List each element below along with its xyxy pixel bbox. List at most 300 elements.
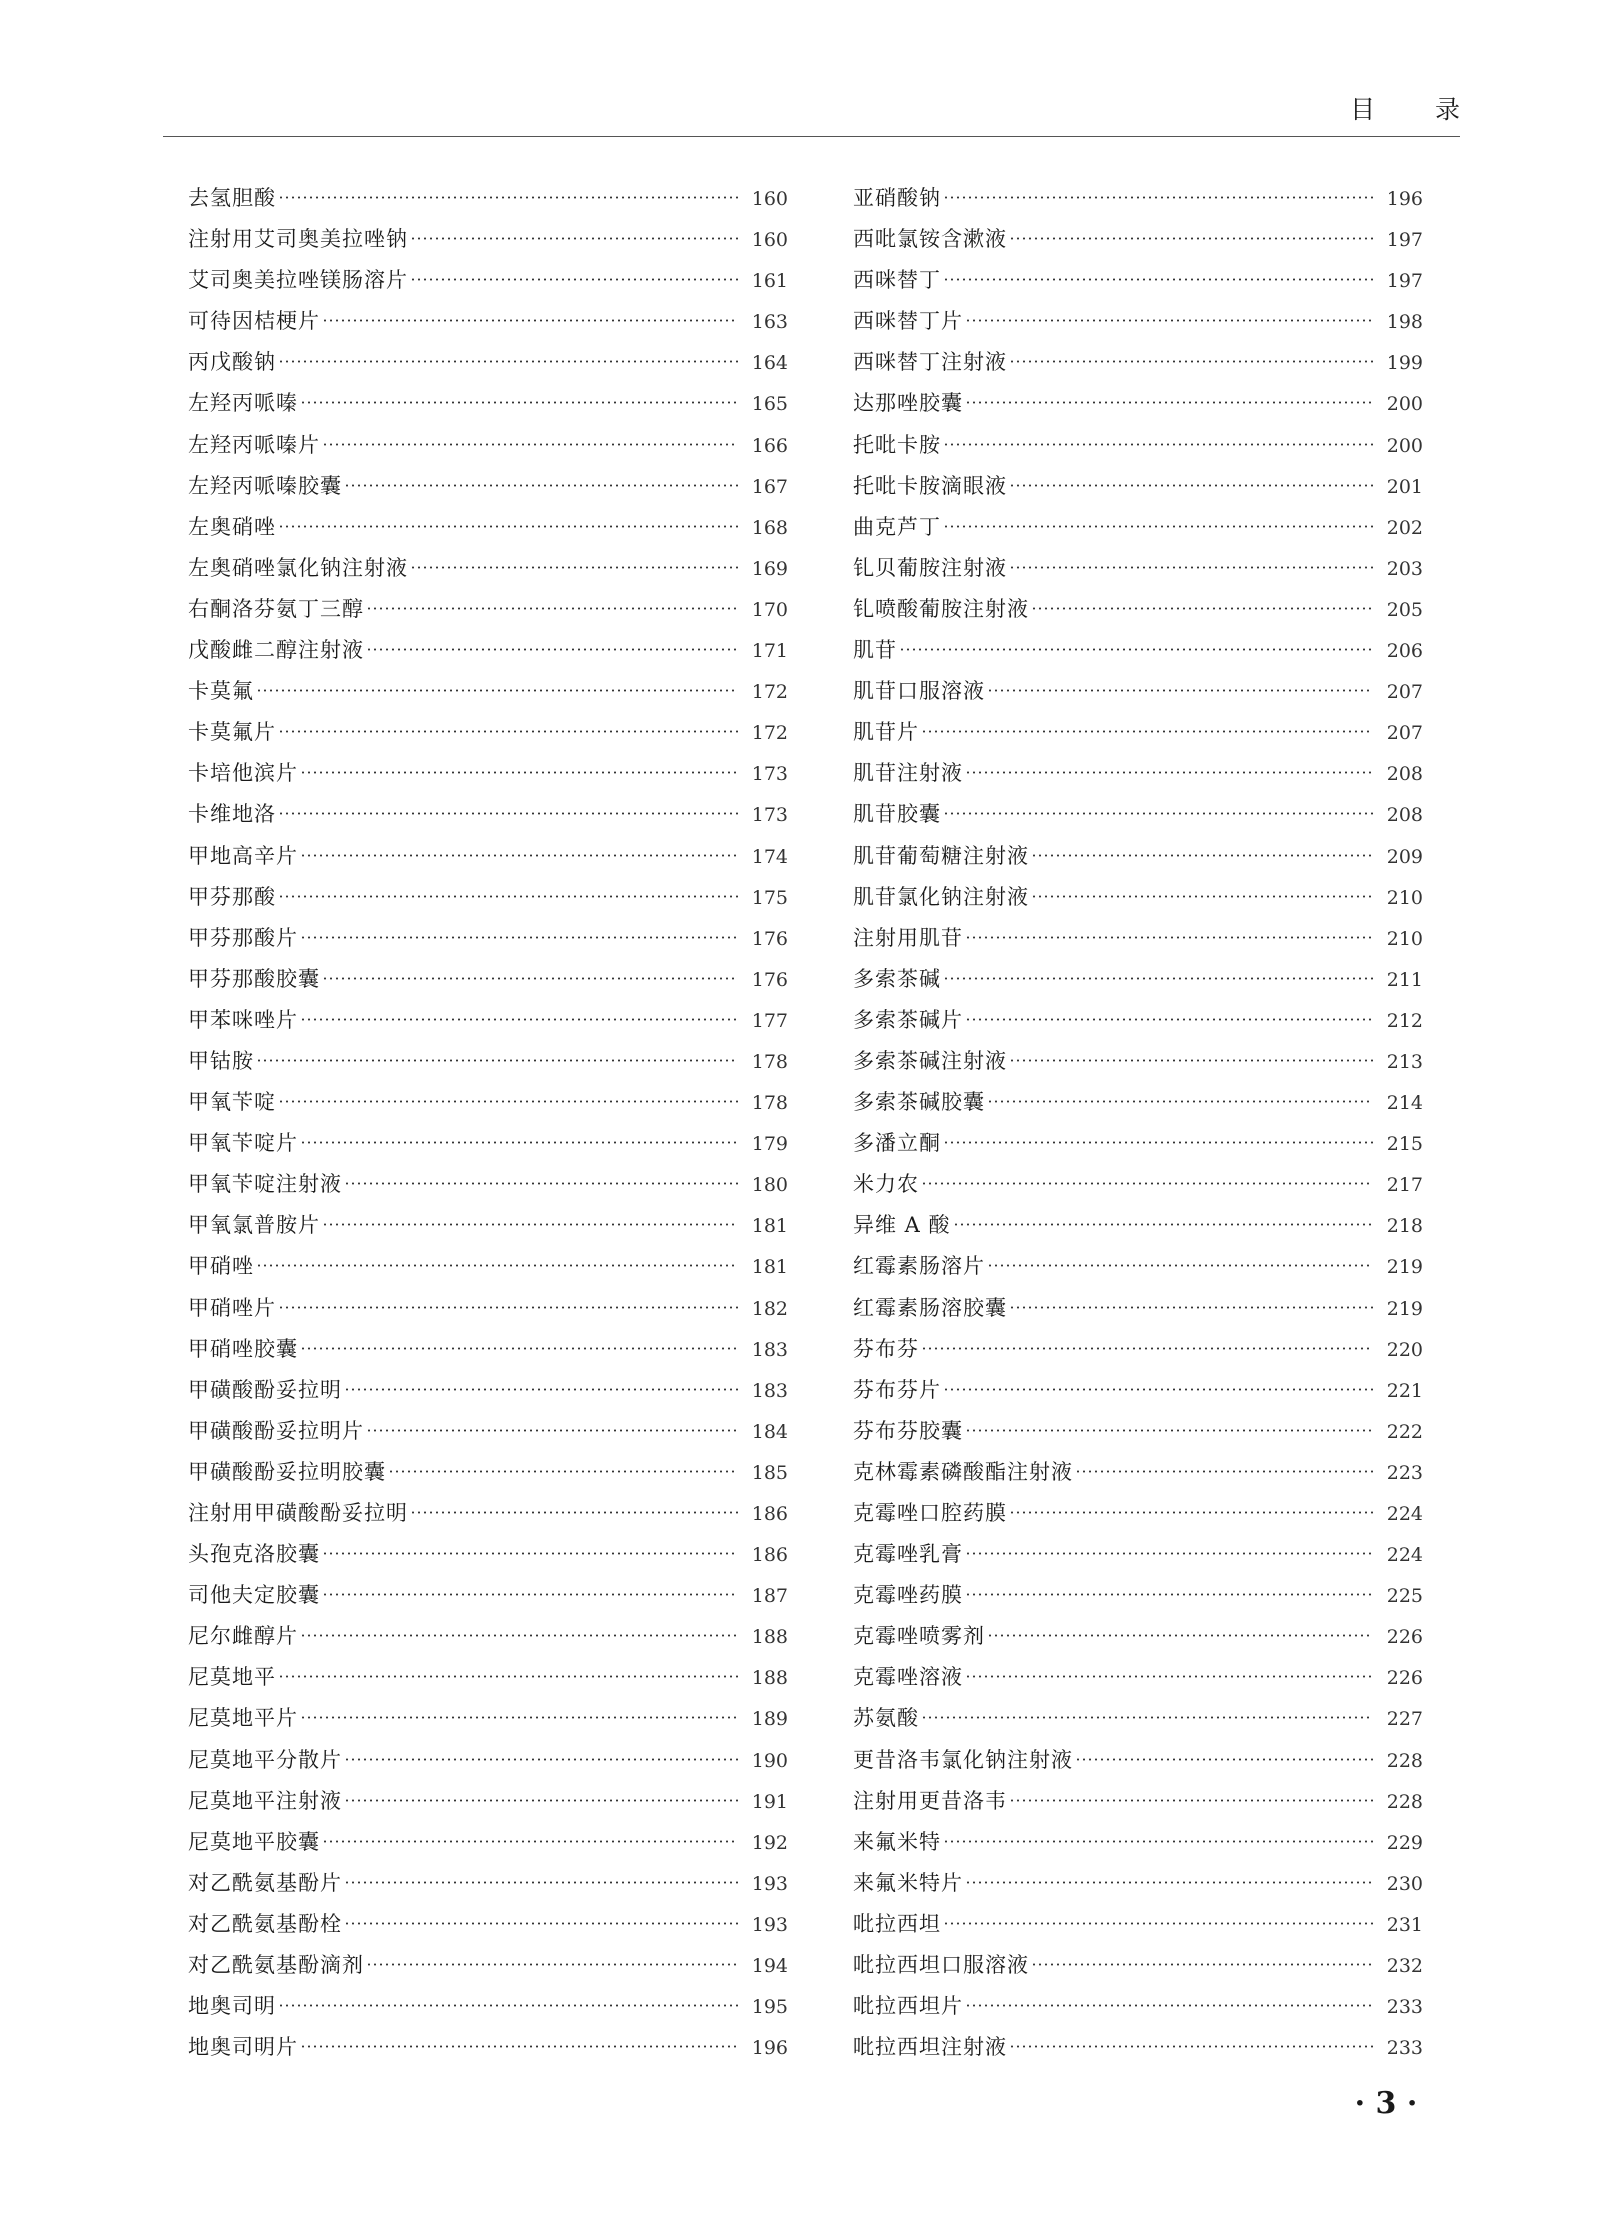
- dot-leader: [1009, 237, 1373, 240]
- toc-entry-title: 肌苷注射液: [853, 761, 963, 786]
- toc-entry-page: 172: [751, 681, 788, 704]
- toc-entry-page: 188: [751, 1626, 788, 1649]
- toc-entry[interactable]: [188, 1986, 788, 2027]
- toc-entry[interactable]: [188, 1082, 788, 1123]
- toc-entry-title: 肌苷葡萄糖注射液: [853, 843, 1029, 868]
- toc-entry[interactable]: [853, 1205, 1423, 1246]
- dot-leader: [1031, 607, 1373, 610]
- toc-entry-page: 163: [751, 311, 788, 334]
- toc-entry[interactable]: [188, 959, 788, 1000]
- dot-leader: [278, 730, 738, 733]
- toc-entry-page: 192: [751, 1831, 788, 1854]
- toc-entry-title: 甲磺酸酚妥拉明: [188, 1377, 342, 1402]
- dot-leader: [1009, 1799, 1373, 1802]
- toc-entry-title: 芬布芬胶囊: [853, 1418, 963, 1443]
- header-title-char: 目: [1350, 95, 1376, 124]
- toc-entry-title: 甲芬那酸片: [188, 925, 298, 950]
- dot-leader: [943, 977, 1373, 980]
- dot-leader: [987, 689, 1373, 692]
- toc-entry[interactable]: [853, 1411, 1423, 1452]
- dot-leader: [943, 525, 1373, 528]
- dot-leader: [943, 812, 1373, 815]
- toc-entry-page: 233: [1386, 2037, 1423, 2060]
- toc-entry[interactable]: [853, 1452, 1423, 1493]
- toc-entry[interactable]: [188, 1904, 788, 1945]
- toc-entry-title: 司他夫定胶囊: [188, 1583, 320, 1608]
- toc-entry[interactable]: [188, 2027, 788, 2068]
- dot-leader: [300, 1347, 738, 1350]
- toc-entry-title: 地奥司明: [188, 1994, 276, 2019]
- toc-entry[interactable]: [853, 1575, 1423, 1616]
- toc-entry-page: 175: [751, 886, 788, 909]
- toc-entry[interactable]: [853, 877, 1423, 918]
- toc-entry-page: 229: [1386, 1831, 1423, 1854]
- toc-entry[interactable]: [853, 383, 1423, 424]
- toc-entry[interactable]: [853, 1534, 1423, 1575]
- toc-entry[interactable]: [188, 1205, 788, 1246]
- toc-entry[interactable]: [853, 794, 1423, 835]
- toc-entry-page: 224: [1386, 1503, 1423, 1525]
- toc-entry-title: 来氟米特: [853, 1829, 941, 1854]
- toc-entry-page: 228: [1386, 1749, 1423, 1772]
- toc-entry-title: 甲氧苄啶: [188, 1090, 276, 1115]
- toc-right-column: [853, 178, 1423, 2068]
- toc-entry[interactable]: [188, 260, 788, 301]
- dot-leader: [1031, 1963, 1373, 1966]
- toc-entry[interactable]: [853, 959, 1423, 1000]
- toc-entry[interactable]: [188, 548, 788, 589]
- dot-leader: [322, 1593, 738, 1596]
- toc-entry-page: 197: [1386, 270, 1423, 293]
- toc-entry-title: 肌苷氯化钠注射液: [853, 884, 1029, 909]
- toc-entry-page: 167: [751, 475, 788, 498]
- header-title-char: 录: [1434, 95, 1460, 124]
- toc-entry-title: 注射用艾司奥美拉唑钠: [188, 227, 408, 252]
- dot-leader: [300, 401, 738, 404]
- toc-entry-page: 164: [751, 352, 788, 375]
- dot-leader: [278, 2004, 738, 2007]
- toc-entry[interactable]: [188, 1740, 788, 1781]
- toc-entry[interactable]: [188, 219, 788, 260]
- toc-entry[interactable]: [188, 383, 788, 424]
- dot-leader: [278, 360, 738, 363]
- toc-entry[interactable]: [188, 1781, 788, 1822]
- toc-entry-page: 207: [1386, 722, 1423, 745]
- dot-leader: [1009, 360, 1373, 363]
- dot-leader: [921, 1347, 1373, 1350]
- dot-leader: [300, 2045, 738, 2048]
- toc-entry[interactable]: [188, 1329, 788, 1370]
- toc-entry[interactable]: [853, 1698, 1423, 1739]
- dot-leader: [1009, 484, 1373, 487]
- toc-entry[interactable]: [188, 1288, 788, 1329]
- toc-entry-title: 左奥硝唑: [188, 514, 276, 539]
- toc-entry-title: 苏氨酸: [853, 1706, 919, 1731]
- toc-entry[interactable]: [188, 794, 788, 835]
- toc-entry-title: 对乙酰氨基酚滴剂: [188, 1953, 364, 1978]
- toc-entry-title: 尼莫地平注射液: [188, 1788, 342, 1813]
- toc-entry-title: 甲氧苄啶片: [188, 1131, 298, 1156]
- toc-entry-title: 肌苷: [853, 638, 897, 663]
- toc-entry[interactable]: [853, 836, 1423, 877]
- toc-left-column: [188, 178, 788, 2068]
- toc-entry-page: 173: [751, 763, 788, 786]
- dot-leader: [366, 607, 738, 610]
- toc-entry[interactable]: [853, 178, 1423, 219]
- toc-entry-page: 202: [1386, 516, 1423, 539]
- toc-entry[interactable]: [853, 219, 1423, 260]
- toc-entry-page: 186: [751, 1544, 788, 1567]
- toc-entry-title: 卡培他滨片: [188, 761, 298, 786]
- toc-entry[interactable]: [188, 178, 788, 219]
- dot-leader: [278, 525, 738, 528]
- toc-entry[interactable]: [188, 630, 788, 671]
- toc-entry[interactable]: [853, 1493, 1423, 1534]
- header-rule: [163, 136, 1460, 137]
- toc-entry[interactable]: [188, 589, 788, 630]
- toc-entry-title: 达那唑胶囊: [853, 391, 963, 416]
- toc-entry-title: 肌苷片: [853, 720, 919, 745]
- toc-entry-title: 吡拉西坦片: [853, 1994, 963, 2019]
- toc-entry[interactable]: [853, 1986, 1423, 2027]
- dot-leader: [366, 648, 738, 651]
- toc-entry[interactable]: [853, 301, 1423, 342]
- toc-entry[interactable]: [188, 1534, 788, 1575]
- dot-leader: [965, 1429, 1373, 1432]
- toc-entry-title: 丙戊酸钠: [188, 350, 276, 375]
- toc-entry-page: 220: [1386, 1338, 1423, 1361]
- toc-entry-title: 卡莫氟: [188, 679, 254, 704]
- toc-entry-page: 219: [1386, 1256, 1423, 1279]
- toc-entry-page: 181: [751, 1256, 788, 1279]
- toc-entry[interactable]: [853, 1370, 1423, 1411]
- toc-entry-page: 208: [1386, 763, 1423, 786]
- toc-entry-page: 232: [1386, 1955, 1423, 1978]
- toc-entry-page: 228: [1386, 1790, 1423, 1813]
- toc-entry-page: 180: [751, 1174, 788, 1197]
- toc-entry-page: 207: [1386, 681, 1423, 704]
- dot-leader: [965, 401, 1373, 404]
- toc-entry[interactable]: [853, 1616, 1423, 1657]
- toc-entry-page: 213: [1386, 1050, 1423, 1073]
- toc-entry-page: 218: [1386, 1215, 1423, 1238]
- toc-entry-title: 更昔洛韦氯化钠注射液: [853, 1747, 1073, 1772]
- dot-leader: [965, 1018, 1373, 1021]
- dot-leader: [300, 854, 738, 857]
- toc-entry-page: 171: [751, 640, 788, 663]
- toc-entry-page: 172: [751, 722, 788, 745]
- toc-entry[interactable]: [188, 1370, 788, 1411]
- toc-entry-title: 尼莫地平胶囊: [188, 1829, 320, 1854]
- toc-entry-title: 尼尔雌醇片: [188, 1624, 298, 1649]
- dot-leader: [899, 648, 1373, 651]
- toc-entry[interactable]: [853, 1945, 1423, 1986]
- toc-entry-title: 克林霉素磷酸酯注射液: [853, 1459, 1073, 1484]
- toc-entry-title: 甲钴胺: [188, 1048, 254, 1073]
- toc-entry[interactable]: [188, 1616, 788, 1657]
- toc-entry[interactable]: [853, 918, 1423, 959]
- toc-entry-title: 多索茶碱注射液: [853, 1048, 1007, 1073]
- toc-entry[interactable]: [853, 671, 1423, 712]
- toc-entry-title: 西咪替丁注射液: [853, 350, 1007, 375]
- toc-entry-page: 185: [751, 1461, 788, 1484]
- toc-entry-page: 190: [751, 1749, 788, 1772]
- toc-entry-title: 来氟米特片: [853, 1870, 963, 1895]
- toc-entry-title: 甲硝唑: [188, 1254, 254, 1279]
- toc-entry-title: 克霉唑口腔药膜: [853, 1501, 1007, 1525]
- toc-entry-page: 188: [751, 1667, 788, 1690]
- toc-entry-title: 注射用肌苷: [853, 925, 963, 950]
- toc-entry-page: 214: [1386, 1092, 1423, 1115]
- toc-entry[interactable]: [188, 1123, 788, 1164]
- toc-entry[interactable]: [188, 342, 788, 383]
- dot-leader: [965, 319, 1373, 322]
- dot-leader: [921, 1182, 1373, 1185]
- dot-leader: [943, 278, 1373, 281]
- toc-entry[interactable]: [188, 1493, 788, 1534]
- toc-entry[interactable]: [853, 1863, 1423, 1904]
- dot-leader: [322, 1223, 738, 1226]
- toc-entry[interactable]: [853, 1041, 1423, 1082]
- toc-entry[interactable]: [188, 301, 788, 342]
- toc-entry-title: 克霉唑药膜: [853, 1583, 963, 1608]
- toc-entry-page: 215: [1386, 1133, 1423, 1156]
- toc-entry[interactable]: [853, 260, 1423, 301]
- dot-leader: [256, 1059, 738, 1062]
- dot-leader: [1009, 1059, 1373, 1062]
- toc-entry-title: 克霉唑乳膏: [853, 1542, 963, 1567]
- toc-entry[interactable]: [853, 712, 1423, 753]
- toc-entry-title: 甲苯咪唑片: [188, 1007, 298, 1032]
- toc-entry[interactable]: [188, 1411, 788, 1452]
- toc-entry[interactable]: [853, 589, 1423, 630]
- toc-entry-page: 212: [1386, 1009, 1423, 1032]
- toc-entry[interactable]: [853, 2027, 1423, 2068]
- dot-leader: [965, 1881, 1373, 1884]
- toc-entry-title: 曲克芦丁: [853, 514, 941, 539]
- toc-entry-title: 尼莫地平: [188, 1665, 276, 1690]
- toc-entry-title: 尼莫地平片: [188, 1706, 298, 1731]
- toc-entry-page: 197: [1386, 229, 1423, 252]
- toc-entry-page: 210: [1386, 927, 1423, 950]
- toc-entry[interactable]: [188, 1657, 788, 1698]
- toc-entry[interactable]: [188, 1575, 788, 1616]
- toc-entry-title: 甲硝唑胶囊: [188, 1336, 298, 1361]
- toc-entry-page: 217: [1386, 1174, 1423, 1197]
- toc-entry-title: 亚硝酸钠: [853, 186, 941, 210]
- toc-entry-page: 160: [751, 188, 788, 210]
- toc-entry-page: 191: [751, 1790, 788, 1813]
- toc-entry-title: 吡拉西坦注射液: [853, 2035, 1007, 2060]
- toc-entry-page: 189: [751, 1708, 788, 1731]
- toc-entry[interactable]: [853, 630, 1423, 671]
- dot-leader: [943, 1388, 1373, 1391]
- toc-entry[interactable]: [188, 877, 788, 918]
- dot-leader: [943, 1922, 1373, 1925]
- toc-entry[interactable]: [853, 1822, 1423, 1863]
- toc-entry-page: 166: [751, 434, 788, 457]
- toc-entry-title: 卡维地洛: [188, 802, 276, 827]
- toc-entry-title: 可待因桔梗片: [188, 309, 320, 334]
- toc-entry-title: 去氢胆酸: [188, 186, 276, 210]
- dot-leader: [322, 1552, 738, 1555]
- toc-entry-page: 226: [1386, 1667, 1423, 1690]
- dot-leader: [278, 1306, 738, 1309]
- toc-entry[interactable]: [853, 425, 1423, 466]
- toc-entry-title: 甲硝唑片: [188, 1295, 276, 1320]
- toc-entry-title: 红霉素肠溶片: [853, 1254, 985, 1279]
- dot-leader: [300, 771, 738, 774]
- dot-leader: [965, 1593, 1373, 1596]
- toc-entry-title: 吡拉西坦口服溶液: [853, 1953, 1029, 1978]
- toc-entry-title: 西咪替丁片: [853, 309, 963, 334]
- toc-entry[interactable]: [853, 1781, 1423, 1822]
- dot-leader: [1031, 895, 1373, 898]
- toc-entry[interactable]: [188, 671, 788, 712]
- toc-entry[interactable]: [188, 712, 788, 753]
- toc-entry[interactable]: [188, 1246, 788, 1287]
- dot-leader: [388, 1470, 738, 1473]
- toc-entry-page: 186: [751, 1503, 788, 1525]
- dot-leader: [965, 771, 1373, 774]
- dot-leader: [1009, 566, 1373, 569]
- toc-entry-page: 176: [751, 927, 788, 950]
- page-number: · 3 ·: [1354, 2086, 1418, 2121]
- dot-leader: [410, 1511, 738, 1514]
- toc-entry[interactable]: [853, 466, 1423, 507]
- toc-entry-title: 芬布芬: [853, 1336, 919, 1361]
- dot-leader: [322, 319, 738, 322]
- dot-leader: [943, 1141, 1373, 1144]
- toc-entry[interactable]: [853, 753, 1423, 794]
- dot-leader: [1009, 2045, 1373, 2048]
- toc-entry[interactable]: [853, 1657, 1423, 1698]
- dot-leader: [987, 1100, 1373, 1103]
- dot-leader: [256, 689, 738, 692]
- toc-entry[interactable]: [853, 1164, 1423, 1205]
- page-header-title: [1320, 90, 1460, 126]
- toc-entry-page: 224: [1386, 1544, 1423, 1567]
- toc-entry-page: 203: [1386, 557, 1423, 580]
- toc-entry[interactable]: [188, 918, 788, 959]
- toc-entry-page: 225: [1386, 1585, 1423, 1608]
- toc-entry-title: 吡拉西坦: [853, 1911, 941, 1936]
- toc-entry-page: 187: [751, 1585, 788, 1608]
- dot-leader: [300, 1716, 738, 1719]
- toc-entry[interactable]: [853, 1000, 1423, 1041]
- toc-entry[interactable]: [188, 1164, 788, 1205]
- toc-entry-page: 223: [1386, 1461, 1423, 1484]
- toc-entry-page: 221: [1386, 1379, 1423, 1402]
- toc-entry-page: 210: [1386, 886, 1423, 909]
- toc-entry[interactable]: [853, 1740, 1423, 1781]
- dot-leader: [322, 977, 738, 980]
- toc-entry-page: 169: [751, 557, 788, 580]
- toc-entry[interactable]: [188, 1000, 788, 1041]
- dot-leader: [300, 1018, 738, 1021]
- dot-leader: [943, 196, 1373, 199]
- toc-entry[interactable]: [853, 1288, 1423, 1329]
- toc-entry-page: 178: [751, 1092, 788, 1115]
- toc-entry-page: 208: [1386, 804, 1423, 827]
- toc-entry-page: 165: [751, 393, 788, 416]
- toc-entry-title: 多索茶碱: [853, 966, 941, 991]
- toc-entry-title: 甲氧苄啶注射液: [188, 1172, 342, 1197]
- toc-entry[interactable]: [188, 1945, 788, 1986]
- toc-entry-page: 179: [751, 1133, 788, 1156]
- dot-leader: [1075, 1758, 1373, 1761]
- toc-entry-title: 注射用更昔洛韦: [853, 1788, 1007, 1813]
- toc-entry-page: 193: [751, 1872, 788, 1895]
- dot-leader: [344, 1799, 738, 1802]
- toc-entry-title: 钆喷酸葡胺注射液: [853, 596, 1029, 621]
- toc-entry[interactable]: [853, 1904, 1423, 1945]
- toc-entry-page: 178: [751, 1050, 788, 1073]
- toc-entry-title: 甲氧氯普胺片: [188, 1213, 320, 1238]
- toc-entry-title: 头孢克洛胶囊: [188, 1542, 320, 1567]
- toc-entry-title: 甲芬那酸胶囊: [188, 966, 320, 991]
- toc-entry[interactable]: [853, 507, 1423, 548]
- toc-entry-title: 多索茶碱片: [853, 1007, 963, 1032]
- toc-entry-title: 芬布芬片: [853, 1377, 941, 1402]
- toc-entry[interactable]: [188, 1822, 788, 1863]
- toc-entry-title: 甲地高辛片: [188, 843, 298, 868]
- toc-entry-page: 168: [751, 516, 788, 539]
- toc-entry[interactable]: [853, 1082, 1423, 1123]
- dot-leader: [278, 1100, 738, 1103]
- toc-entry[interactable]: [188, 1863, 788, 1904]
- toc-entry[interactable]: [853, 548, 1423, 589]
- toc-entry[interactable]: [188, 1698, 788, 1739]
- dot-leader: [965, 1675, 1373, 1678]
- toc-entry[interactable]: [188, 836, 788, 877]
- toc-entry-title: 左奥硝唑氯化钠注射液: [188, 555, 408, 580]
- toc-entry[interactable]: [853, 1329, 1423, 1370]
- dot-leader: [344, 1922, 738, 1925]
- toc-entry-page: 193: [751, 1913, 788, 1936]
- dot-leader: [943, 443, 1373, 446]
- toc-entry-page: 170: [751, 598, 788, 621]
- dot-leader: [344, 1388, 738, 1391]
- dot-leader: [322, 1840, 738, 1843]
- toc-entry[interactable]: [188, 1041, 788, 1082]
- toc-entry[interactable]: [853, 1246, 1423, 1287]
- dot-leader: [987, 1634, 1373, 1637]
- toc-entry-title: 卡莫氟片: [188, 720, 276, 745]
- toc-entry-page: 219: [1386, 1297, 1423, 1320]
- dot-leader: [344, 1182, 738, 1185]
- dot-leader: [300, 936, 738, 939]
- toc-entry-page: 174: [751, 845, 788, 868]
- dot-leader: [322, 443, 738, 446]
- toc-entry[interactable]: [853, 1123, 1423, 1164]
- toc-entry[interactable]: [188, 425, 788, 466]
- toc-entry-page: 181: [751, 1215, 788, 1238]
- toc-entry-page: 200: [1386, 393, 1423, 416]
- toc-entry-page: 227: [1386, 1708, 1423, 1731]
- toc-entry[interactable]: [188, 466, 788, 507]
- toc-entry-title: 对乙酰氨基酚栓: [188, 1911, 342, 1936]
- toc-entry-title: 米力农: [853, 1172, 919, 1197]
- toc-entry[interactable]: [188, 753, 788, 794]
- dot-leader: [1031, 854, 1373, 857]
- toc-entry-title: 甲磺酸酚妥拉明片: [188, 1418, 364, 1443]
- toc-entry-title: 地奥司明片: [188, 2035, 298, 2060]
- toc-entry[interactable]: [188, 1452, 788, 1493]
- toc-entry-page: 201: [1386, 475, 1423, 498]
- toc-entry[interactable]: [853, 342, 1423, 383]
- toc-entry[interactable]: [188, 507, 788, 548]
